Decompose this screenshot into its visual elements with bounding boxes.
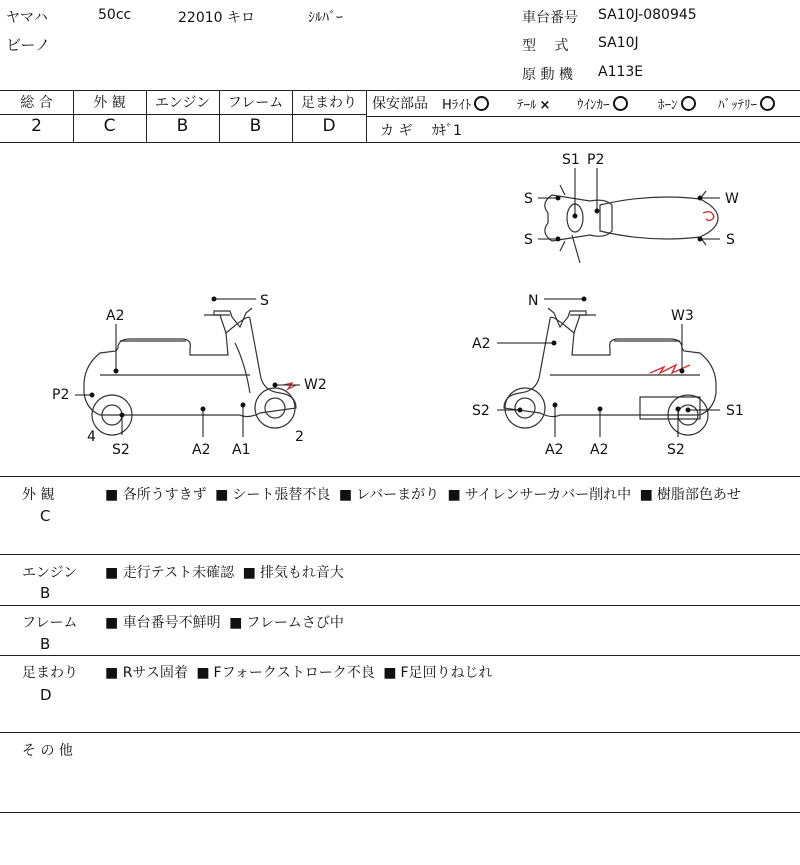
label-right-w3: W3 bbox=[671, 308, 694, 324]
grade-value-suspension: D bbox=[322, 116, 336, 136]
grade-header-exterior: 外 観 bbox=[93, 95, 126, 111]
grade-header-engine: エンジン bbox=[154, 95, 211, 111]
scooter-top-view bbox=[545, 185, 718, 263]
label-right-n: N bbox=[528, 293, 539, 309]
maker: ヤマハ bbox=[6, 10, 48, 26]
note-items: ■ 走行テスト未確認 ■ 排気もれ音大 bbox=[105, 565, 344, 581]
label-top-s-left-lower: S bbox=[524, 232, 533, 248]
label-left-a2-floor: A2 bbox=[192, 442, 211, 458]
label-top-s-right: S bbox=[726, 232, 735, 248]
label-left-2: 2 bbox=[295, 429, 304, 445]
model-name: ビーノ bbox=[6, 36, 51, 54]
note-category: エンジン bbox=[22, 565, 78, 581]
label-top-s1: S1 bbox=[562, 152, 580, 168]
engine-label: 原 動 機 bbox=[522, 67, 573, 83]
key-label: カ ギ bbox=[380, 123, 413, 139]
label-left-s: S bbox=[260, 293, 269, 309]
note-grade: D bbox=[40, 686, 52, 704]
note-items: ■ 車台番号不鮮明 ■ フレームさび中 bbox=[105, 615, 344, 631]
label-top-w: W bbox=[725, 191, 739, 207]
label-left-a2-seat: A2 bbox=[106, 308, 125, 324]
note-grade: C bbox=[40, 507, 51, 525]
damage-mark-top bbox=[703, 212, 714, 221]
chassis-number: SA10J-080945 bbox=[598, 7, 697, 23]
safety-item-horn: ﾎｰﾝ bbox=[658, 94, 696, 113]
note-category: フレーム bbox=[22, 615, 78, 631]
grade-header-overall: 総 合 bbox=[20, 95, 53, 111]
engine-value: A113E bbox=[598, 64, 644, 80]
note-grade: B bbox=[40, 635, 51, 653]
damage-mark-left bbox=[284, 383, 296, 389]
label-right-s2-rear: S2 bbox=[667, 442, 685, 458]
grade-header-frame: フレーム bbox=[227, 95, 284, 111]
label-right-a2-floor-1: A2 bbox=[545, 442, 564, 458]
displacement: 50cc bbox=[98, 7, 132, 23]
label-left-p2: P2 bbox=[52, 387, 70, 403]
ok-circle-icon bbox=[681, 96, 696, 111]
color: ｼﾙﾊﾞｰ bbox=[308, 10, 343, 26]
safety-item-tail: ﾃｰﾙ × bbox=[517, 98, 551, 113]
grade-value-engine: B bbox=[176, 116, 189, 136]
label-top-s-left-upper: S bbox=[524, 191, 533, 207]
ok-circle-icon bbox=[474, 96, 489, 111]
grade-header-suspension: 足まわり bbox=[301, 95, 357, 111]
note-category: 外 観 bbox=[22, 487, 55, 503]
ok-circle-icon bbox=[760, 96, 775, 111]
key-value: ｶｷﾞ1 bbox=[432, 123, 462, 139]
label-left-4: 4 bbox=[87, 429, 96, 445]
note-category: そ の 他 bbox=[22, 743, 73, 759]
damage-diagram bbox=[0, 143, 800, 476]
label-right-a2-upper: A2 bbox=[472, 336, 491, 352]
ng-cross-icon: × bbox=[539, 98, 551, 113]
safety-item-winker: ｳｲﾝｶｰ bbox=[577, 94, 628, 113]
type-value: SA10J bbox=[598, 35, 639, 51]
note-items: ■ Rサス固着 ■ Fフォークストローク不良 ■ F足回りねじれ bbox=[105, 665, 493, 681]
grade-value-overall: 2 bbox=[31, 116, 42, 136]
grade-value-exterior: C bbox=[103, 116, 116, 136]
label-left-s2: S2 bbox=[112, 442, 130, 458]
label-left-a1: A1 bbox=[232, 442, 251, 458]
label-right-s1: S1 bbox=[726, 403, 744, 419]
note-grade: B bbox=[40, 584, 51, 602]
type-label: 型 式 bbox=[522, 38, 569, 54]
grade-value-frame: B bbox=[249, 116, 262, 136]
mileage: 22010 キロ bbox=[178, 10, 255, 26]
label-left-w2: W2 bbox=[304, 377, 327, 393]
safety-item-headlight: Hﾗｲﾄ bbox=[442, 94, 489, 113]
label-right-a2-floor-2: A2 bbox=[590, 442, 609, 458]
label-right-s2-front: S2 bbox=[472, 403, 490, 419]
note-items: ■ 各所うすきず ■ シート張替不良 ■ レバーまがり ■ サイレンサーカバー削れ中 ■ 樹脂部色あせ bbox=[105, 487, 741, 503]
safety-item-battery: ﾊﾞｯﾃﾘｰ bbox=[718, 94, 775, 113]
chassis-label: 車台番号 bbox=[522, 10, 578, 26]
safety-label: 保安部品 bbox=[372, 96, 428, 112]
label-top-p2: P2 bbox=[587, 152, 605, 168]
note-category: 足まわり bbox=[22, 665, 78, 681]
ok-circle-icon bbox=[613, 96, 628, 111]
